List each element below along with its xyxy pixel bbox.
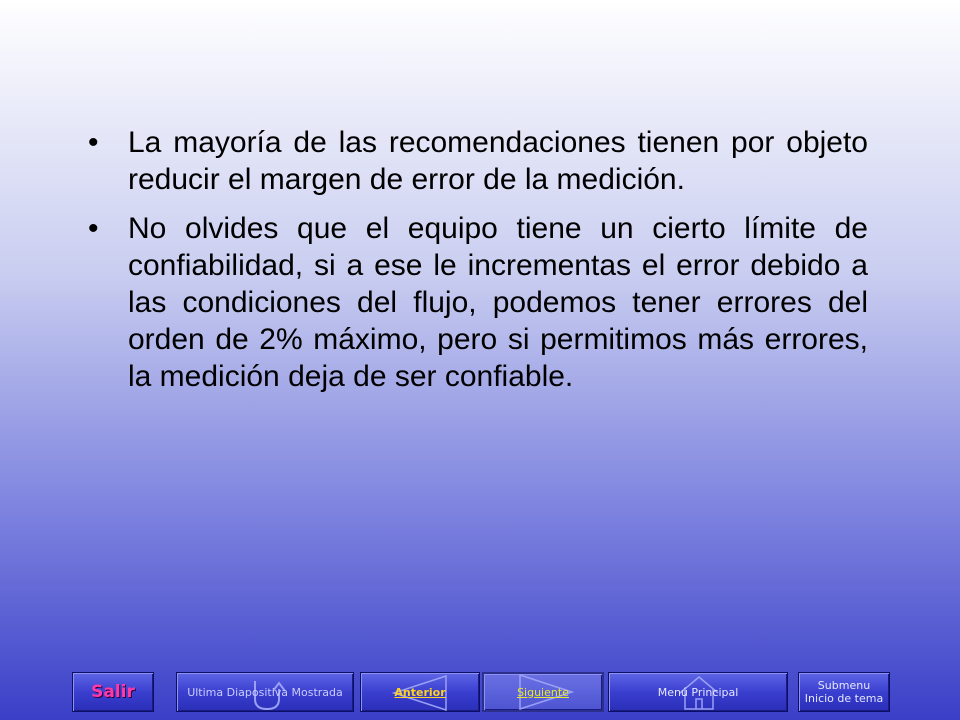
bullet-item-2: [88, 210, 868, 395]
main-menu-label: Menú Principal: [657, 685, 739, 699]
bullet-text: No olvides que el equipo tiene un cierto límite de confiabilidad, si a ese le incrementas el error debido a las condiciones del flujo, podemos tener errores del orden de 2% máximo, pero si permitimos más errores, la medición deja de ser confiable.: [128, 212, 868, 393]
next-button[interactable]: [482, 672, 604, 712]
next-button-label: Siguiente: [517, 685, 569, 699]
bullet-item-1: [88, 124, 868, 198]
submenu-label: [805, 679, 883, 705]
bullet-text: La mayoría de las recomendaciones tienen por objeto reducir el margen de error de la medición.: [128, 126, 868, 196]
exit-button[interactable]: [72, 672, 154, 712]
slide-content: [88, 124, 868, 407]
bullet-marker: •: [88, 212, 99, 245]
submenu-label-line1: Submenu: [817, 679, 871, 692]
submenu-label-line2: Inicio de tema: [804, 692, 884, 705]
bullet-marker: •: [88, 126, 99, 159]
submenu-button[interactable]: [798, 672, 890, 712]
main-menu-button[interactable]: [608, 672, 788, 712]
exit-button-label: Salir: [91, 681, 135, 702]
previous-button[interactable]: [360, 672, 480, 712]
last-viewed-slide-label: Ultima Diapositiva Mostrada: [187, 685, 343, 699]
previous-button-label: Anterior: [394, 685, 446, 699]
last-viewed-slide-button[interactable]: [176, 672, 354, 712]
